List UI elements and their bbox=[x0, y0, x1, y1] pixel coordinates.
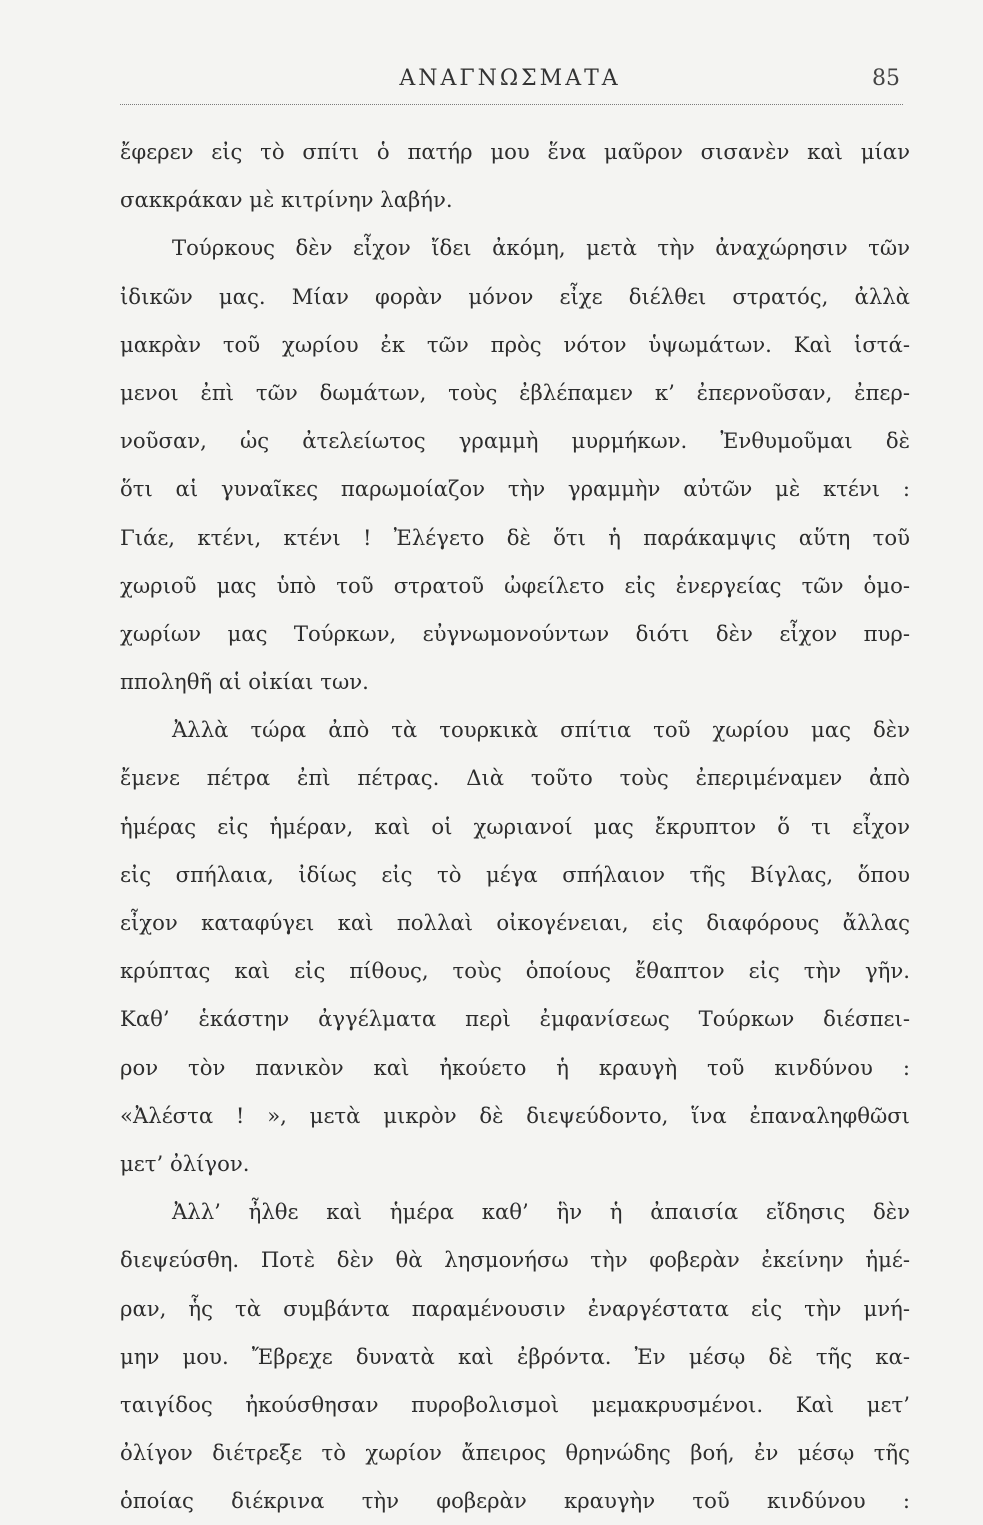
text-line: νοῦσαν, ὡς ἀτελείωτος γραμμὴ μυρμήκων. Ἐνθυμοῦμαι δὲ bbox=[120, 428, 910, 454]
page-header bbox=[120, 66, 900, 102]
text-line: μην μου. Ἔβρεχε δυνατὰ καὶ ἐβρόντα. Ἐν μέσῳ δὲ τῆς κα- bbox=[120, 1343, 910, 1369]
text-line: Ἀλλ’ ἦλθε καὶ ἡμέρα καθ’ ἣν ἡ ἀπαισία εἴδησις δὲν bbox=[172, 1199, 910, 1225]
text-line: Ἀλλὰ τώρα ἀπὸ τὰ τουρκικὰ σπίτια τοῦ χωρίου μας δὲν bbox=[172, 717, 910, 743]
text-line: μενοι ἐπὶ τῶν δωμάτων, τοὺς ἐβλέπαμεν κ’ ἐπερνοῦσαν, ἐπερ- bbox=[120, 379, 910, 405]
text-line: «Ἀλέστα ! », μετὰ μικρὸν δὲ διεψεύδοντο, ἵνα ἐπαναληφθῶσι bbox=[120, 1102, 910, 1128]
text-line: ὅτι αἱ γυναῖκες παρωμοίαζον τὴν γραμμὴν αὐτῶν μὲ κτένι : bbox=[120, 476, 910, 502]
text-line: ὀλίγον διέτρεξε τὸ χωρίον ἄπειρος θρηνώδης βοή, ἐν μέσῳ τῆς bbox=[120, 1440, 910, 1466]
text-line: ἔμενε πέτρα ἐπὶ πέτρας. Διὰ τοῦτο τοὺς ἐπεριμέναμεν ἀπὸ bbox=[120, 765, 910, 791]
text-line: ραν, ἧς τὰ συμβάντα παραμένουσιν ἐναργέστατα εἰς τὴν μνή- bbox=[120, 1295, 910, 1321]
text-line: κρύπτας καὶ εἰς πίθους, τοὺς ὁποίους ἔθαπτον εἰς τὴν γῆν. bbox=[120, 958, 910, 984]
text-line: χωριοῦ μας ὑπὸ τοῦ στρατοῦ ὠφείλετο εἰς ἐνεργείας τῶν ὁμο- bbox=[120, 572, 910, 598]
text-line: Καθ’ ἑκάστην ἀγγέλματα περὶ ἐμφανίσεως Τούρκων διέσπει- bbox=[120, 1006, 910, 1032]
text-line: ἡμέρας εἰς ἡμέραν, καὶ οἱ χωριανοί μας ἔκρυπτον ὅ τι εἶχον bbox=[120, 813, 910, 839]
text-line: μετ’ ὀλίγον. bbox=[120, 1150, 250, 1176]
text-line: σακκράκαν μὲ κιτρίνην λαβήν. bbox=[120, 187, 453, 213]
text-line: χωρίων μας Τούρκων, εὐγνωμονούντων διότι δὲν εἶχον πυρ- bbox=[120, 620, 910, 646]
text-line: ὁποίας διέκρινα τὴν φοβερὰν κραυγὴν τοῦ κινδύνου : bbox=[120, 1488, 910, 1514]
text-line: διεψεύσθη. Ποτὲ δὲν θὰ λησμονήσω τὴν φοβερὰν ἐκείνην ἡμέ- bbox=[120, 1247, 910, 1273]
header-rule bbox=[120, 104, 903, 105]
running-title: ΑΝΑΓΝΩΣΜΑΤΑ bbox=[399, 66, 621, 91]
text-line: ἰδικῶν μας. Μίαν φορὰν μόνον εἶχε διέλθει στρατός, ἀλλὰ bbox=[120, 283, 910, 309]
text-line: πποληθῆ αἱ οἰκίαι των. bbox=[120, 669, 369, 695]
body-text bbox=[120, 128, 910, 1525]
text-line: Τούρκους δὲν εἶχον ἴδει ἀκόμη, μετὰ τὴν ἀναχώρησιν τῶν bbox=[172, 235, 910, 261]
page-number: 85 bbox=[872, 66, 900, 91]
text-line: εἶχον καταφύγει καὶ πολλαὶ οἰκογένειαι, εἰς διαφόρους ἄλλας bbox=[120, 910, 910, 935]
text-line: εἰς σπήλαια, ἰδίως εἰς τὸ μέγα σπήλαιον τῆς Βίγλας, ὅπου bbox=[120, 861, 910, 887]
text-line: μακρὰν τοῦ χωρίου ἐκ τῶν πρὸς νότον ὑψωμάτων. Καὶ ἱστά- bbox=[120, 331, 910, 357]
text-line: ταιγίδος ἠκούσθησαν πυροβολισμοὶ μεμακρυσμένοι. Καὶ μετ’ bbox=[120, 1391, 910, 1417]
text-line: ἔφερεν εἰς τὸ σπίτι ὁ πατήρ μου ἕνα μαῦρον σισανὲν καὶ μίαν bbox=[120, 139, 910, 164]
text-line: Γιάε, κτένι, κτένι ! Ἐλέγετο δὲ ὅτι ἡ παράκαμψις αὕτη τοῦ bbox=[120, 524, 910, 550]
text-line: ρον τὸν πανικὸν καὶ ἠκούετο ἡ κραυγὴ τοῦ κινδύνου : bbox=[120, 1054, 910, 1080]
